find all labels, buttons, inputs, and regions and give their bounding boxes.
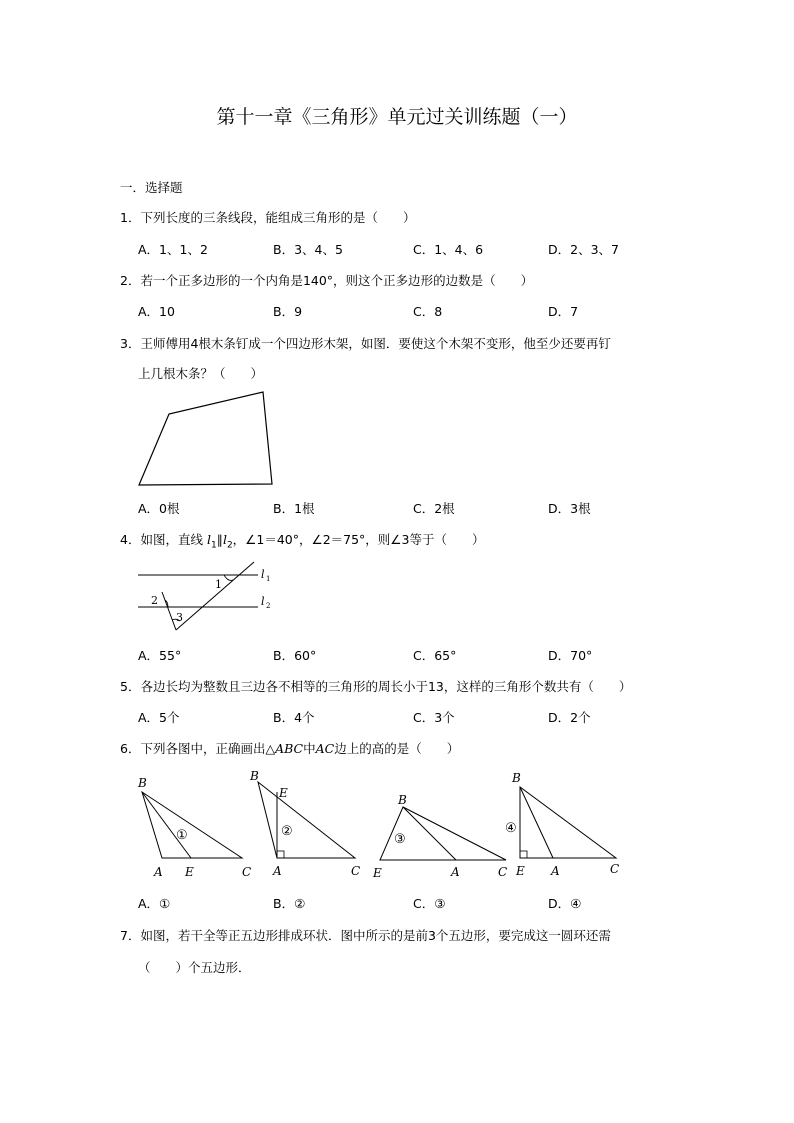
question-3-stem-line1: 3．王师傅用4根木条钉成一个四边形木架，如图．要使这个木架不变形，他至少还要再钉: [120, 336, 611, 351]
figure-4: [505, 771, 619, 878]
line-l2-subscript: 2: [266, 602, 271, 610]
svg-text:A: A: [551, 864, 560, 878]
q1-option-b: B．3、4、5: [273, 242, 343, 257]
q2-option-b: B．9: [273, 304, 303, 319]
q4-option-a: A．55°: [138, 648, 182, 663]
question-3-stem-line2: 上几根木条？（ ）: [138, 366, 264, 381]
svg-text:②: ②: [281, 824, 293, 839]
line-l1-label: l: [261, 568, 265, 581]
svg-text:A: A: [451, 865, 460, 879]
question-7-stem-line1: 7．如图，若干全等正五边形排成环状．图中所示的是前3个五边形，要完成这一圆环还需: [120, 928, 611, 943]
line-l1-subscript: 1: [266, 575, 271, 583]
q6-option-b: B．②: [273, 896, 306, 911]
question-1-stem: 1．下列长度的三条线段，能组成三角形的是（ ）: [120, 210, 416, 225]
question-6-stem: 6．下列各图中，正确画出△ABC中AC边上的高的是（ ）: [120, 741, 460, 756]
svg-text:C: C: [351, 864, 361, 878]
q5-option-c: C．3个: [413, 710, 455, 725]
svg-text:E: E: [373, 866, 382, 880]
q5-option-a: A．5个: [138, 710, 180, 725]
line-l2-label: l: [261, 595, 265, 608]
angle-3-label: 3: [176, 611, 183, 624]
question-5-stem: 5．各边长均为整数且三边各不相等的三角形的周长小于13，这样的三角形个数共有（ ）: [120, 679, 632, 694]
parallel-lines-figure: [132, 558, 282, 633]
q6-option-d: D．④: [548, 896, 582, 911]
svg-text:C: C: [242, 865, 252, 879]
svg-text:A: A: [154, 865, 163, 879]
page-title: 第十一章《三角形》单元过关训练题（一）: [216, 106, 578, 128]
q2-option-c: C．8: [413, 304, 443, 319]
q4-option-c: C．65°: [413, 648, 457, 663]
q6-option-a: A．①: [138, 896, 171, 911]
svg-text:①: ①: [176, 828, 188, 843]
q1-option-c: C．1、4、6: [413, 242, 484, 257]
svg-text:E: E: [516, 864, 525, 878]
q3-option-c: C．2根: [413, 501, 455, 516]
angle-1-label: 1: [215, 578, 222, 591]
svg-text:B: B: [138, 776, 147, 790]
svg-text:B: B: [250, 769, 259, 783]
q2-option-a: A．10: [138, 304, 175, 319]
figure-3: [372, 793, 507, 880]
figure-2: [249, 769, 360, 878]
svg-text:E: E: [185, 865, 194, 879]
svg-text:A: A: [273, 864, 282, 878]
section-heading: 一．选择题: [120, 180, 183, 195]
q5-option-b: B．4个: [273, 710, 315, 725]
angle-2-label: 2: [151, 594, 158, 607]
q4-option-d: D．70°: [548, 648, 593, 663]
altitude-figures: [130, 765, 630, 885]
svg-text:B: B: [398, 793, 407, 807]
q6-option-c: C．③: [413, 896, 446, 911]
q5-option-d: D．2个: [548, 710, 591, 725]
svg-text:B: B: [512, 771, 521, 785]
q2-option-d: D．7: [548, 304, 579, 319]
question-2-stem: 2．若一个正多边形的一个内角是140°，则这个正多边形的边数是（ ）: [120, 273, 534, 288]
svg-text:C: C: [498, 865, 508, 879]
q4-option-b: B．60°: [273, 648, 317, 663]
svg-text:E: E: [279, 786, 288, 800]
q1-option-d: D．2、3、7: [548, 242, 619, 257]
question-4-stem: 4．如图，直线 $l_1\parallel l_2$，∠1＝40°，∠2＝75°，则∠3等于（ ）: [120, 532, 485, 551]
q3-option-b: B．1根: [273, 501, 315, 516]
q1-option-a: A．1、1、2: [138, 242, 208, 257]
q3-option-a: A．0根: [138, 501, 180, 516]
question-7-stem-line2: （ ）个五边形．: [138, 960, 251, 975]
svg-text:③: ③: [394, 832, 406, 847]
figure-1: [137, 776, 251, 879]
quadrilateral-figure: [136, 390, 276, 490]
svg-text:④: ④: [505, 821, 517, 836]
svg-text:C: C: [610, 862, 620, 876]
q3-option-d: D．3根: [548, 501, 591, 516]
